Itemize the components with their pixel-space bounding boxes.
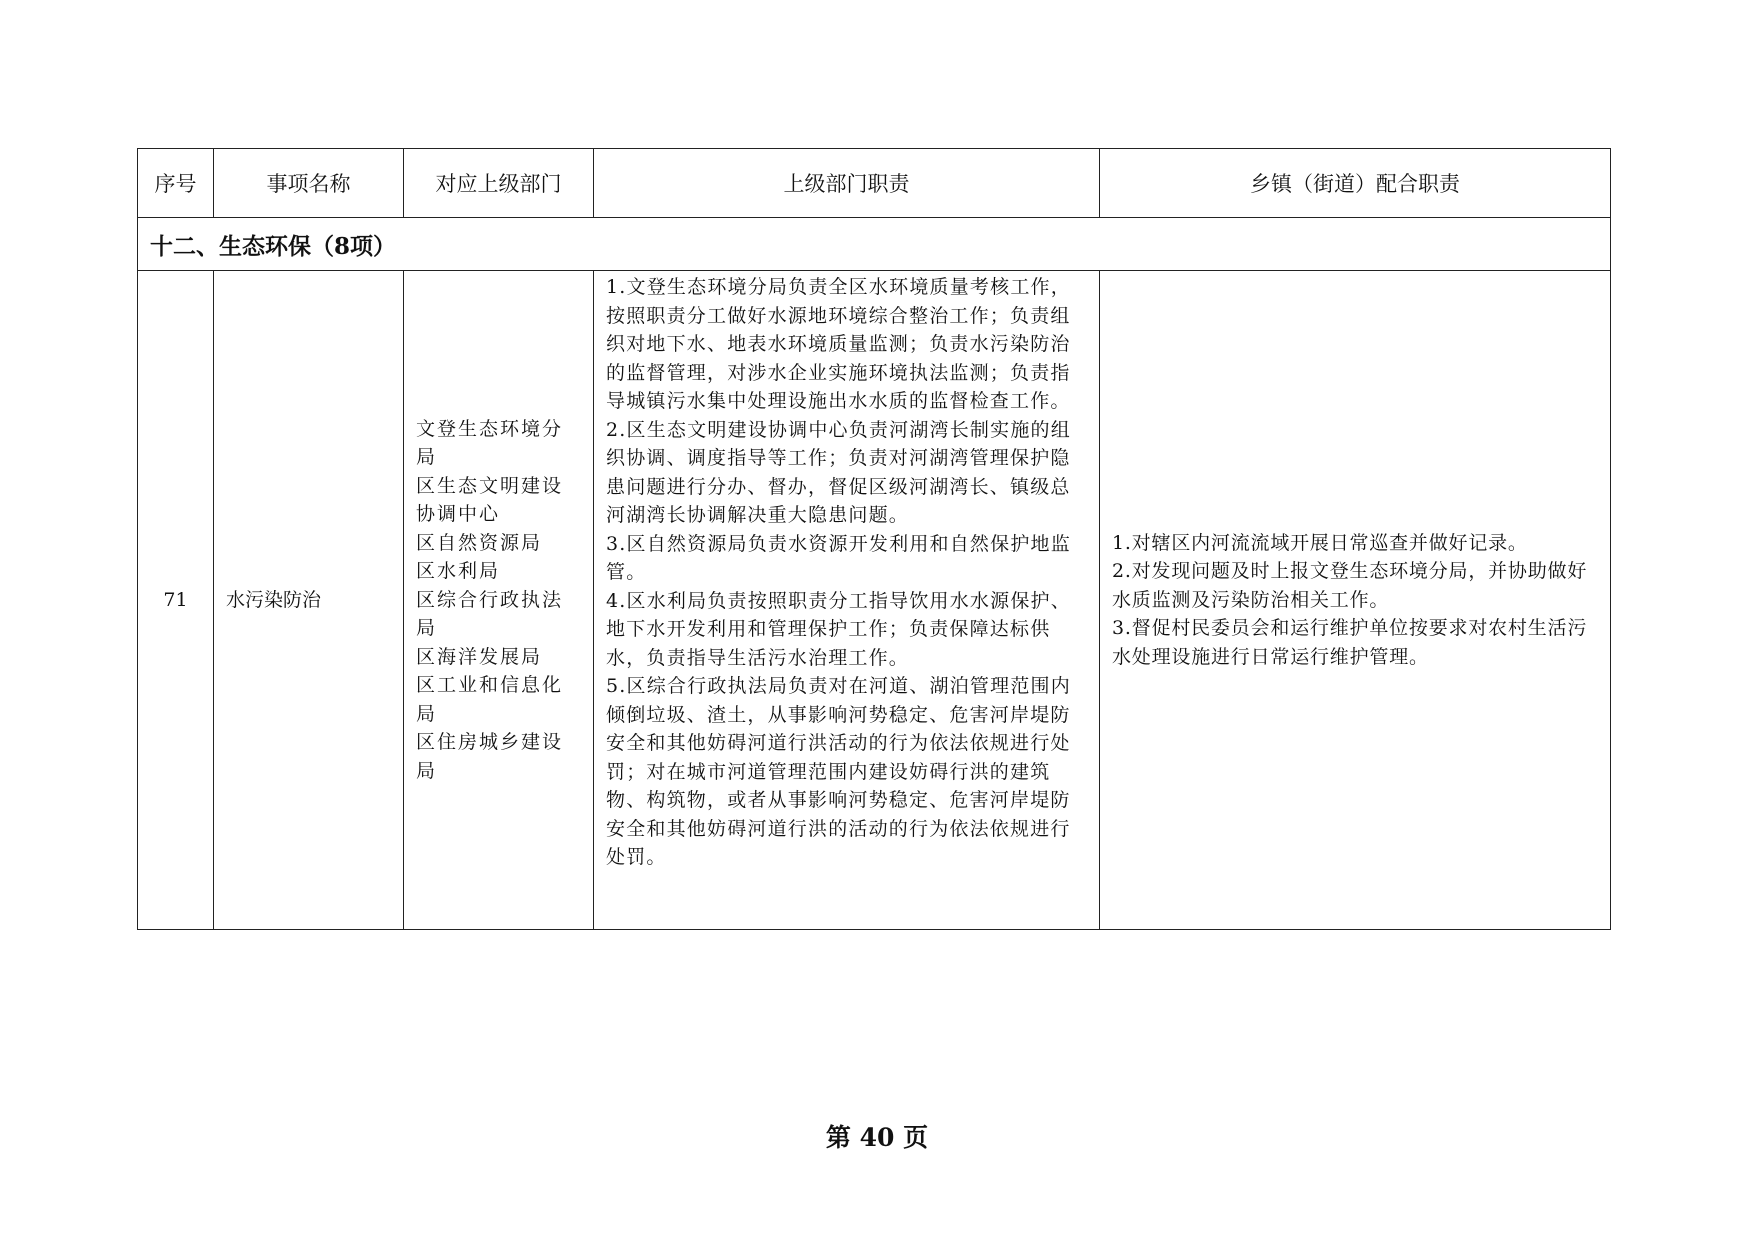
table-header-row (138, 149, 1611, 218)
duty-paragraph: 5.区综合行政执法局负责对在河道、湖泊管理范围内倾倒垃圾、渣土，从事影响河势稳定、危害河岸堤防安全和其他妨碍河道行洪活动的行为依法依规进行处罚；对在城市河道管理范围内建设妨碍行洪的建筑物、构筑物，或者从事影响河势稳定、危害河岸堤防安全和其他妨碍河道行洪的活动的行为依法依规进行处罚。 (606, 675, 1071, 868)
cooperation-paragraph: 3.督促村民委员会和运行维护单位按要求对农村生活污水处理设施进行日常运行维护管理。 (1112, 617, 1588, 668)
row-number: 71 (138, 271, 214, 930)
header-department-duty: 上级部门职责 (594, 149, 1100, 218)
row-departments (404, 271, 594, 930)
department-line: 区海洋发展局 (416, 645, 543, 668)
duty-paragraph: 4.区水利局负责按照职责分工指导饮用水水源保护、地下水开发利用和管理保护工作；负责保障达标供水，负责指导生活污水治理工作。 (606, 589, 1071, 669)
page-number: 第 40 页 (825, 1123, 929, 1152)
section-title: 十二、生态环保（8项） (138, 218, 1611, 271)
department-line: 局 (416, 617, 438, 640)
responsibility-table (137, 148, 1611, 930)
department-line: 区工业和信息化 (416, 674, 564, 697)
header-item-name: 事项名称 (214, 149, 404, 218)
department-line: 区住房城乡建设 (416, 731, 564, 754)
table-row (138, 271, 1611, 930)
header-department: 对应上级部门 (404, 149, 594, 218)
duty-paragraph: 1.文登生态环境分局负责全区水环境质量考核工作，按照职责分工做好水源地环境综合整治工作；负责组织对地下水、地表水环境质量监测；负责水污染防治的监督管理，对涉水企业实施环境执法监测；负责指导城镇污水集中处理设施出水水质的监督检查工作。 (606, 276, 1071, 412)
header-number: 序号 (138, 149, 214, 218)
duty-paragraph: 2.区生态文明建设协调中心负责河湖湾长制实施的组织协调、调度指导等工作；负责对河湖湾管理保护隐患问题进行分办、督办，督促区级河湖湾长、镇级总河湖湾长协调解决重大隐患问题。 (606, 418, 1071, 526)
department-line: 区自然资源局 (416, 531, 543, 554)
department-line: 区水利局 (416, 560, 501, 583)
row-department-duties (594, 271, 1100, 930)
row-item-name: 水污染防治 (214, 271, 404, 930)
cooperation-paragraph: 2.对发现问题及时上报文登生态环境分局，并协助做好水质监测及污染防治相关工作。 (1112, 560, 1588, 611)
department-line: 文登生态环境分 (416, 417, 564, 440)
department-line: 区生态文明建设 (416, 474, 564, 497)
department-line: 局 (416, 702, 438, 725)
cooperation-paragraph: 1.对辖区内河流流域开展日常巡查并做好记录。 (1112, 531, 1528, 554)
department-line: 区综合行政执法 (416, 588, 564, 611)
department-line: 协调中心 (416, 503, 501, 526)
row-cooperation-duties (1100, 271, 1611, 930)
duty-paragraph: 3.区自然资源局负责水资源开发利用和自然保护地监管。 (606, 532, 1071, 583)
department-line: 局 (416, 446, 438, 469)
department-line: 局 (416, 759, 438, 782)
header-town-cooperation: 乡镇（街道）配合职责 (1100, 149, 1611, 218)
section-row (138, 218, 1611, 271)
